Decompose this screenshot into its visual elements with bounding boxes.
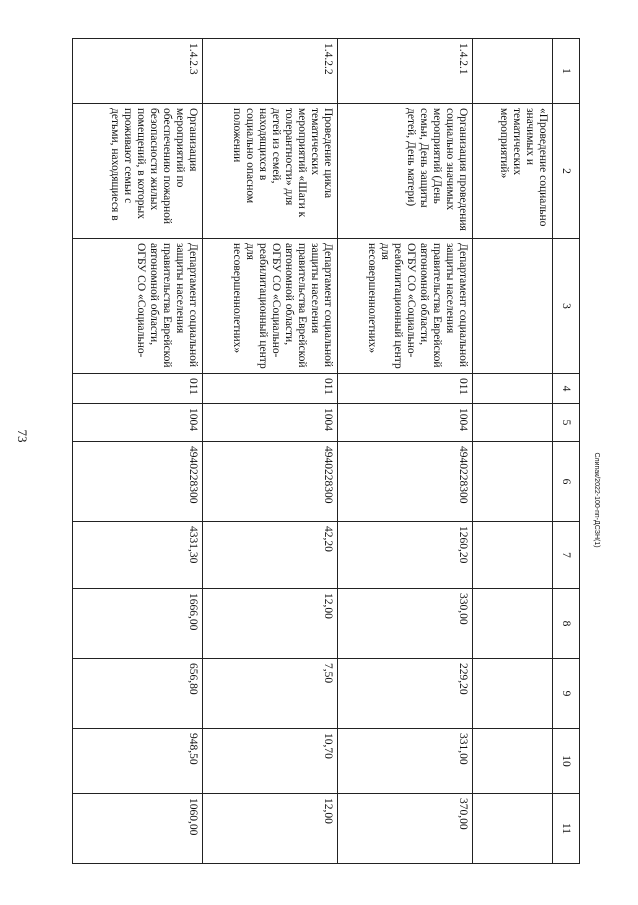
cell-csr: 4940228300 [203,442,338,522]
rotated-table-container [60,38,580,863]
cell-year4: 1060,00 [73,794,203,864]
cell-year4: 12,00 [203,794,338,864]
cell-grbs: 011 [203,374,338,404]
header-cell: 5 [553,404,580,442]
table-row [73,39,203,864]
table-row [473,39,553,864]
header-cell: 2 [553,104,580,239]
cell-year4 [473,794,553,864]
cell-year1 [473,589,553,659]
cell-year4: 370,00 [338,794,473,864]
cell-number: 1.4.2.3 [73,39,203,104]
table-row [338,39,473,864]
cell-csr: 4940228300 [338,442,473,522]
header-cell: 4 [553,374,580,404]
document-code: Слипак/2022-100-пп-ДСЗН(1) [593,452,600,548]
cell-number [473,39,553,104]
cell-year3 [473,729,553,794]
program-table [72,38,580,864]
header-cell: 1 [553,39,580,104]
cell-year1: 330,00 [338,589,473,659]
cell-grbs: 011 [338,374,473,404]
header-cell: 11 [553,794,580,864]
cell-event: Проведение цикла тематических мероприятий «Шаги к толерантности» для детей из семей, находящихся в социально опасном положении [203,104,338,239]
cell-rzpr: 1004 [338,404,473,442]
cell-year2: 7,50 [203,659,338,729]
cell-executor [473,239,553,374]
cell-event: «Проведение социально значимых и тематических мероприятий» [473,104,553,239]
cell-grbs: 011 [73,374,203,404]
cell-event: Организация проведения социально значимых мероприятий (День семьи, День защиты детей, День матери) [338,104,473,239]
cell-csr [473,442,553,522]
header-cell: 6 [553,442,580,522]
cell-year2: 656,80 [73,659,203,729]
cell-total: 42,20 [203,522,338,589]
cell-rzpr [473,404,553,442]
header-row [553,39,580,864]
cell-csr: 4940228300 [73,442,203,522]
table-row [203,39,338,864]
cell-year2: 229,20 [338,659,473,729]
cell-year3: 331,00 [338,729,473,794]
cell-total: 4331,30 [73,522,203,589]
cell-number: 1.4.2.1 [338,39,473,104]
page-number: 73 [15,429,30,443]
cell-executor: Департамент социальной защиты населения правительства Еврейской автономной области, ОГБУ СО «Социально-реабилитационный центр для несовершеннолетних» [338,239,473,374]
header-cell: 7 [553,522,580,589]
cell-number: 1.4.2.2 [203,39,338,104]
cell-event: Организация мероприятий по обеспечению пожарной безопасности жилых помещений, в которых проживают семьи с детьми, находящиеся в [73,104,203,239]
cell-total: 1260,20 [338,522,473,589]
cell-year1: 12,00 [203,589,338,659]
cell-rzpr: 1004 [203,404,338,442]
cell-year1: 1666,00 [73,589,203,659]
header-cell: 3 [553,239,580,374]
header-cell: 8 [553,589,580,659]
cell-grbs [473,374,553,404]
cell-year3: 10,70 [203,729,338,794]
cell-year3: 948,50 [73,729,203,794]
cell-year2 [473,659,553,729]
cell-rzpr: 1004 [73,404,203,442]
header-cell: 9 [553,659,580,729]
cell-executor: Департамент социальной защиты населения правительства Еврейской автономной области, ОГБУ СО «Социально-реабилитационный центр для несовершеннолетних» [203,239,338,374]
cell-executor: Департамент социальной защиты населения правительства Еврейской автономной области, ОГБУ СО «Социально- [73,239,203,374]
cell-total [473,522,553,589]
header-cell: 10 [553,729,580,794]
